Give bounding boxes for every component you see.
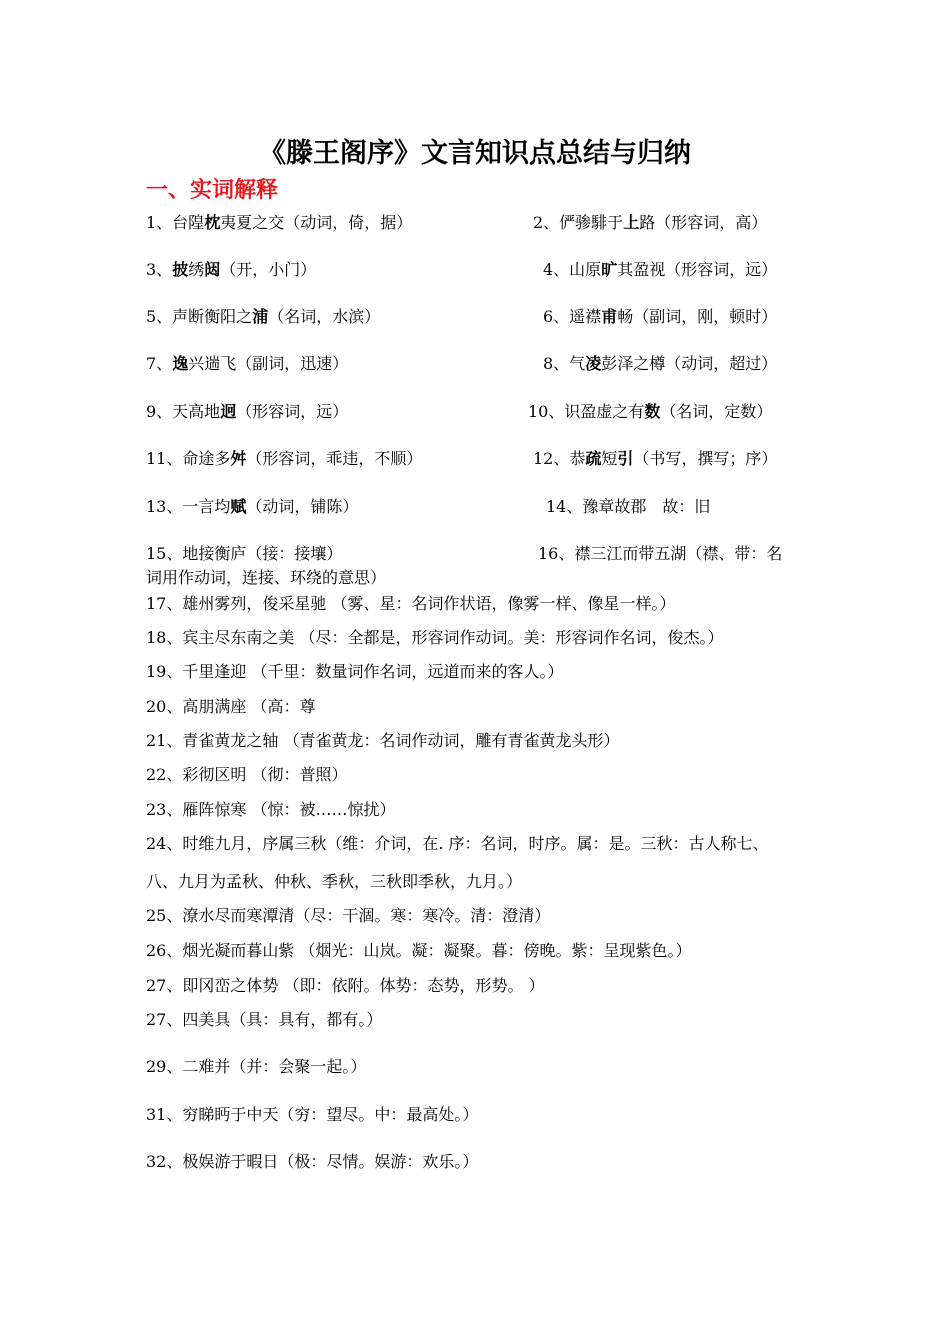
list-item: 14、豫章故郡 故：旧 [546,497,711,516]
list-item: 2、俨骖騑于上路（形容词，高） [533,213,768,232]
list-item: 27、即冈峦之体势 （即：依附。体势：态势，形势。 ） [146,976,545,995]
list-item: 6、遥襟甫畅（副词，刚，顿时） [543,307,778,326]
list-item: 22、彩彻区明 （彻：普照） [146,765,348,784]
list-item: 31、穷睇眄于中天（穷：望尽。中：最高处。） [146,1105,479,1124]
list-item: 8、气凌彭泽之樽（动词，超过） [543,354,778,373]
list-item: 32、极娱游于暇日（极：尽情。娱游：欢乐。） [146,1152,479,1171]
list-item: 4、山原旷其盈视（形容词，远） [543,260,778,279]
list-item: 9、天高地迥（形容词，远） [146,402,349,421]
list-item: 21、青雀黄龙之轴 （青雀黄龙：名词作动词，雕有青雀黄龙头形） [146,731,620,750]
list-item: 20、高朋满座 （高：尊 [146,697,316,716]
list-item: 25、潦水尽而寒潭清（尽：干涸。寒：寒冷。清：澄清） [146,906,551,925]
list-item: 27、四美具（具：具有，都有。） [146,1010,383,1029]
list-item: 1、台隍枕夷夏之交（动词，倚，据） [146,213,413,232]
list-item: 17、雄州雾列，俊采星驰 （雾、星：名词作状语，像雾一样、像星一样。） [146,594,676,613]
list-item: 12、恭疏短引（书写，撰写；序） [533,449,778,468]
list-item: 3、披绣闼（开，小门） [146,260,317,279]
list-item: 26、烟光凝而暮山紫 （烟光：山岚。凝：凝聚。暮：傍晚。紫：呈现紫色。） [146,941,692,960]
list-item: 10、识盈虚之有数（名词，定数） [528,402,773,421]
list-item: 7、逸兴遄飞（副词，迅速） [146,354,349,373]
list-item: 24、时维九月，序属三秋（维：介词，在. 序：名词，时序。属：是。三秋：古人称七、 [146,834,769,853]
list-item: 23、雁阵惊寒 （惊：被……惊扰） [146,800,396,819]
page-title: 《滕王阁序》文言知识点总结与归纳 [259,138,691,169]
list-item: 29、二难并（并：会聚一起。） [146,1057,367,1076]
list-item-continuation: 词用作动词，连接、环绕的意思） [146,568,387,587]
section-heading: 一、实词解释 [146,178,279,203]
list-item: 16、襟三江而带五湖（襟、带：名 [538,544,783,563]
list-item: 18、宾主尽东南之美 （尽：全都是，形容词作动词。美：形容词作名词，俊杰。） [146,628,724,647]
list-item: 11、命途多舛（形容词，乖违，不顺） [146,449,423,468]
list-item: 15、地接衡庐（接：接壤） [146,544,343,563]
list-item: 19、千里逢迎 （千里：数量词作名词，远道而来的客人。） [146,662,564,681]
list-item-continuation: 八、九月为孟秋、仲秋、季秋，三秋即季秋，九月。） [146,872,523,891]
list-item: 13、一言均赋（动词，铺陈） [146,497,359,516]
list-item: 5、声断衡阳之浦（名词，水滨） [146,307,381,326]
